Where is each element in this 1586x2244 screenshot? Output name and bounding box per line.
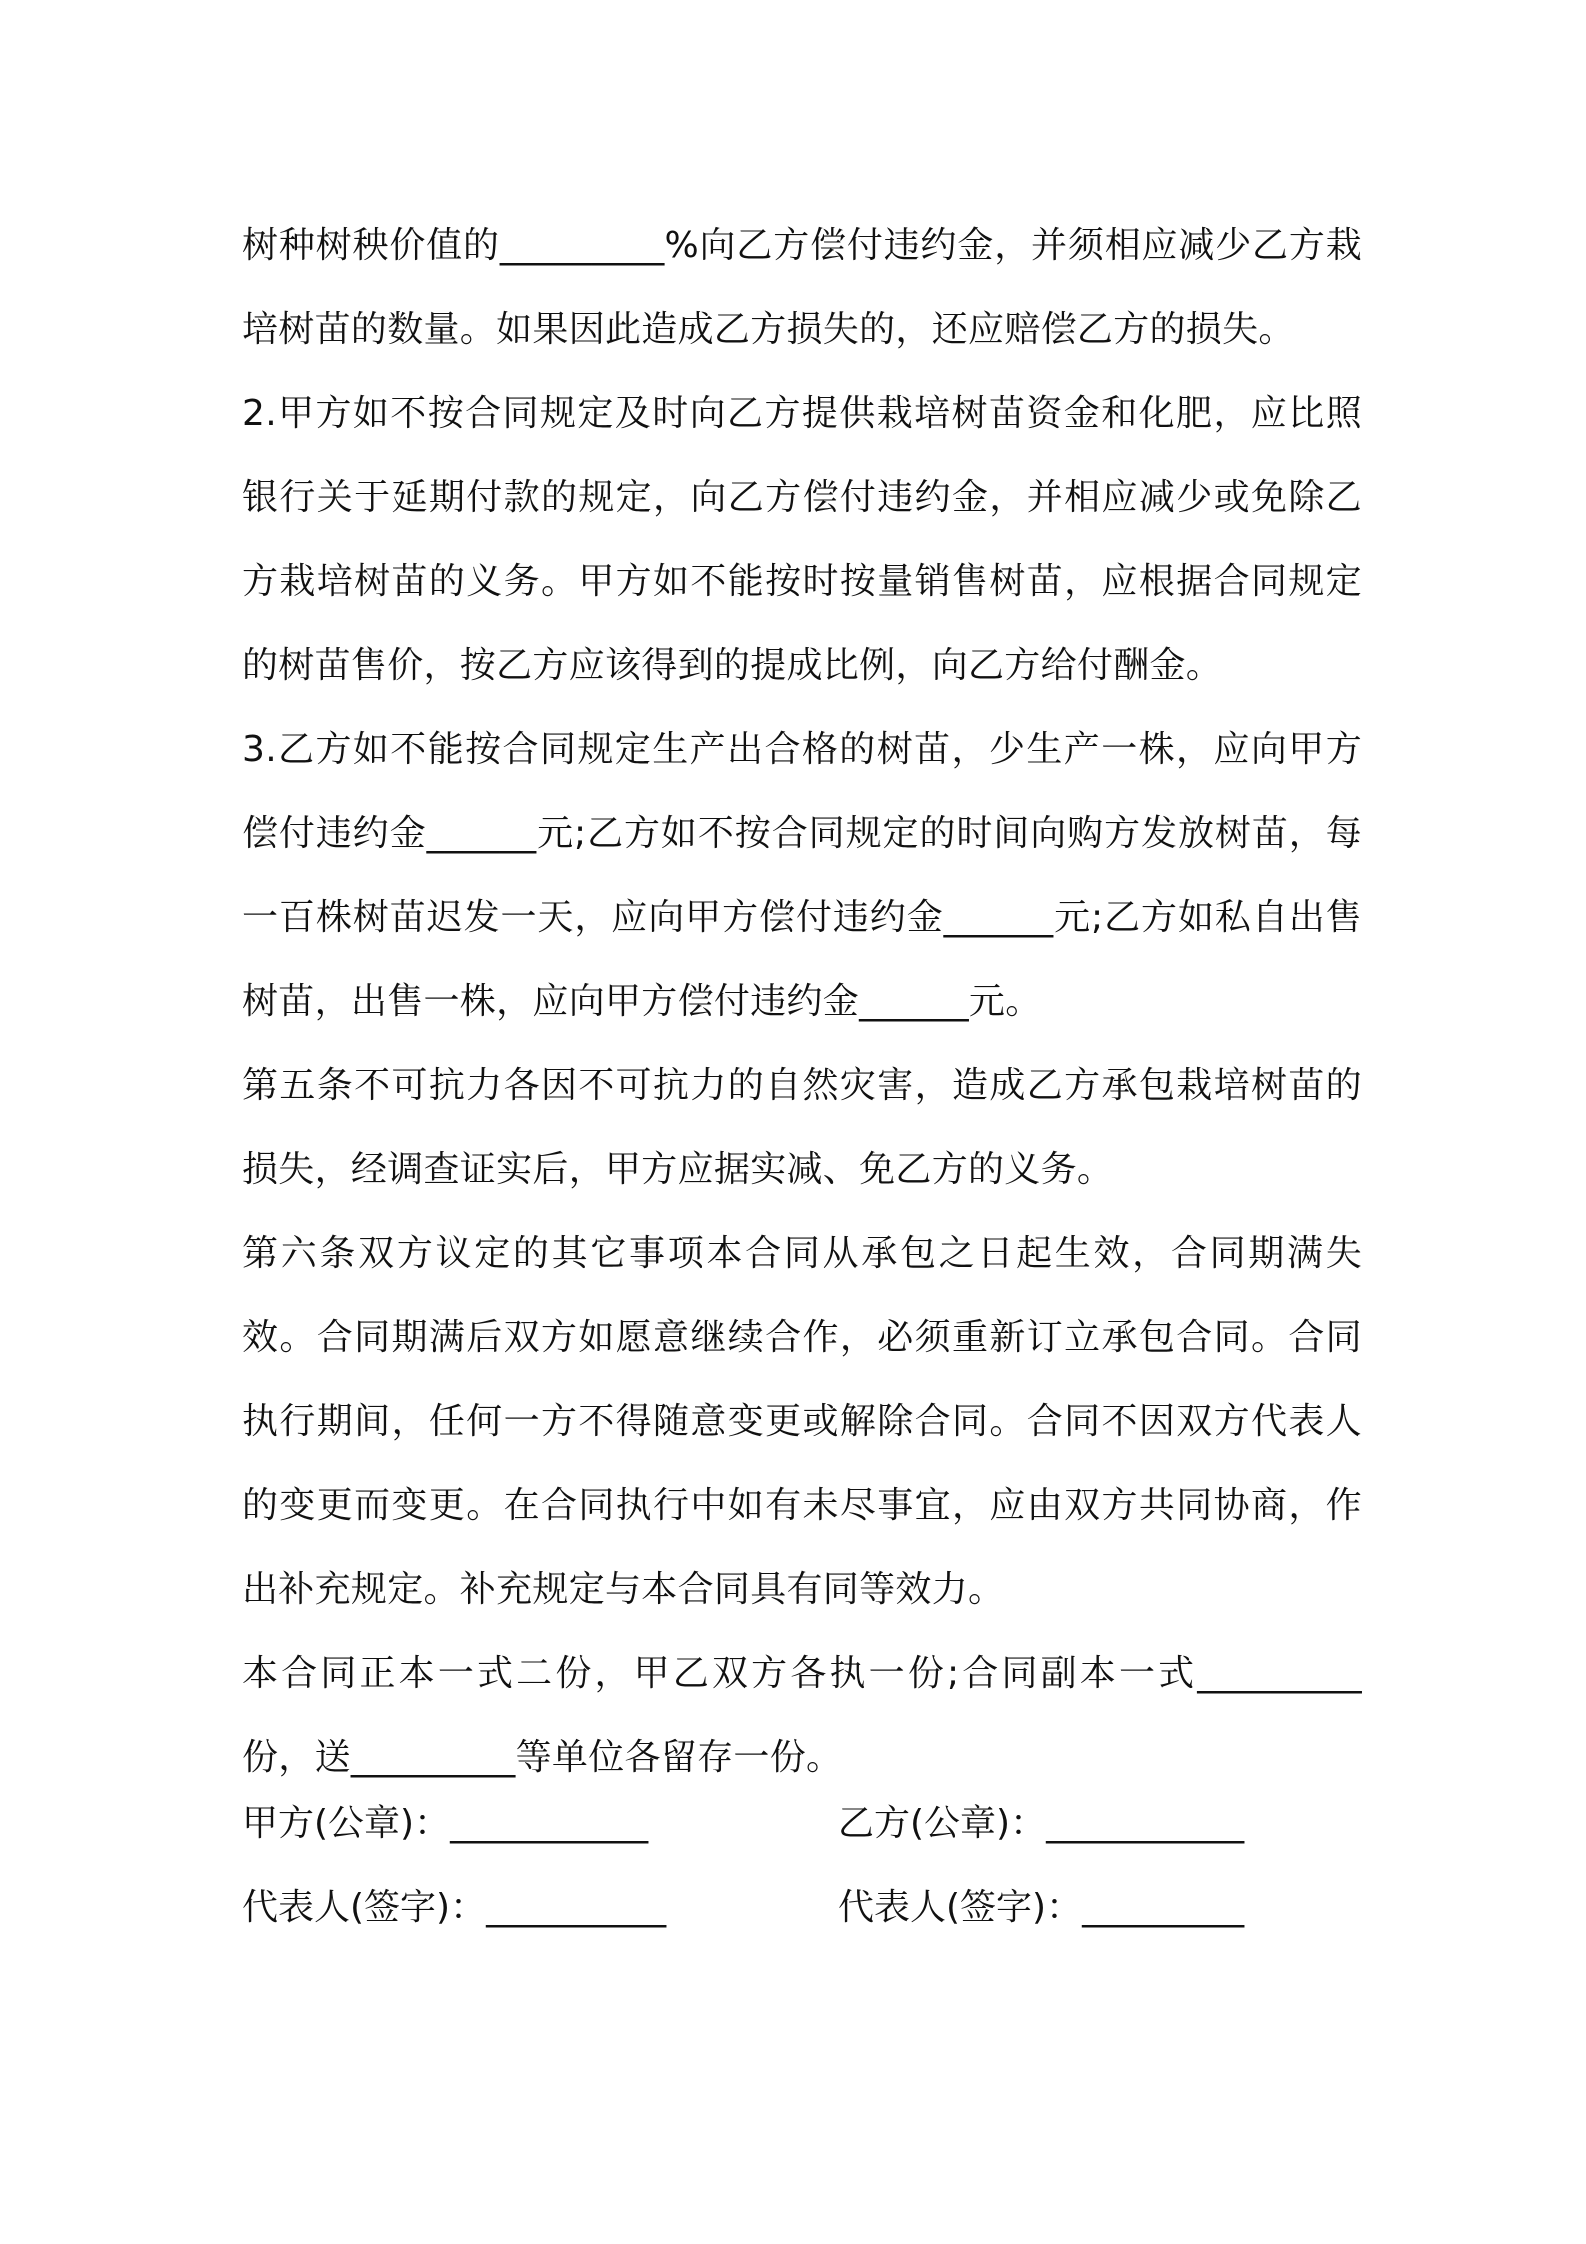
paragraph-clause-3: 3.乙方如不能按合同规定生产出合格的树苗，少生产一株，应向甲方偿付违约金______元;乙方如不按合同规定的时间向购方发放树苗，每一百株树苗迟发一天，应向甲方偿付违约金______元;乙方如私自出售树苗，出售一株，应向甲方偿付违约金______元。 [242,729,1362,1022]
paragraph-article-6: 第六条双方议定的其它事项本合同从承包之日起生效，合同期满失效。合同期满后双方如愿意继续合作，必须重新订立承包合同。合同执行期间，任何一方不得随意变更或解除合同。合同不因双方代表人的变更而变更。在合同执行中如有未尽事宜，应由双方共同协商，作出补充规定。补充规定与本合同具有同等效力。 [242,1233,1362,1610]
paragraph-clause-2: 2.甲方如不按合同规定及时向乙方提供栽培树苗资金和化肥，应比照银行关于延期付款的规定，向乙方偿付违约金，并相应减少或免除乙方栽培树苗的义务。甲方如不能按时按量销售树苗，应根据合同规定的树苗售价，按乙方应该得到的提成比例，向乙方给付酬金。 [242,393,1362,686]
signature-row-representative [242,1866,1362,1950]
party-b-representative-line: 代表人(签字)：_________ [838,1887,1245,1928]
party-a-seal-line: 甲方(公章)：___________ [242,1803,649,1844]
paragraph-copies: 本合同正本一式二份，甲乙双方各执一份;合同副本一式_________份，送_________等单位各留存一份。 [242,1653,1362,1778]
party-b-seal-line: 乙方(公章)：___________ [838,1803,1245,1844]
paragraph-penalty-continuation: 树种树秧价值的_________%向乙方偿付违约金，并须相应减少乙方栽培树苗的数量。如果因此造成乙方损失的，还应赔偿乙方的损失。 [242,225,1362,350]
paragraph-article-5: 第五条不可抗力各因不可抗力的自然灾害，造成乙方承包栽培树苗的损失，经调查证实后，甲方应据实减、免乙方的义务。 [242,1065,1362,1190]
contract-body [242,204,1362,1800]
party-a-representative-line: 代表人(签字)：__________ [242,1887,667,1928]
signature-row-seal [242,1782,1362,1866]
